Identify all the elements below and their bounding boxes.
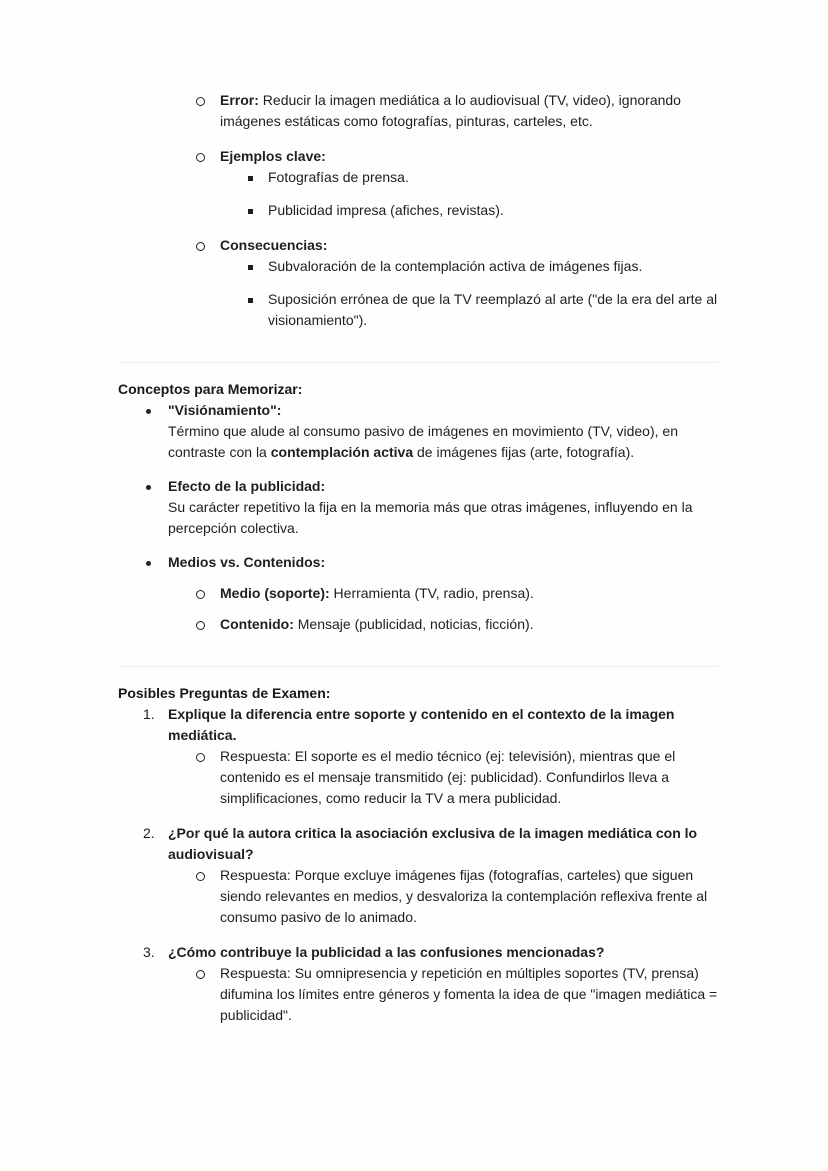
circle-bullet-icon [196, 146, 218, 168]
question-text: ¿Por qué la autora critica la asociación exclusiva de la imagen mediática con lo audiovisual? [168, 825, 698, 862]
list-item-lead: Contenido: [220, 616, 294, 632]
circle-bullet-icon [196, 865, 218, 887]
list-item-text: Suposición errónea de que la TV reemplazó al arte ("de la era del arte al visionamiento"). [268, 291, 718, 328]
list-item [118, 704, 718, 809]
list-item-lead: Ejemplos clave: [220, 148, 326, 164]
list-item-text: Publicidad impresa (afiches, revistas). [268, 202, 504, 218]
list-item [118, 167, 718, 188]
media-content-sublist [118, 583, 718, 635]
list-item-body [220, 146, 718, 167]
answer-sublist [118, 963, 718, 1026]
list-item [118, 90, 718, 132]
list-item [118, 552, 718, 635]
square-bullet-icon [248, 200, 270, 221]
list-item-body [168, 476, 718, 539]
list-item-lead: "Visiónamiento": [168, 402, 282, 418]
list-item [118, 400, 718, 463]
list-item [118, 942, 718, 1026]
list-item [118, 256, 718, 277]
list-item [118, 865, 718, 928]
list-item-text: Herramienta (TV, radio, prensa). [329, 585, 534, 601]
list-number: 2. [143, 825, 155, 841]
list-item-text-post: de imágenes fijas (arte, fotografía). [413, 444, 635, 460]
list-item [118, 476, 718, 539]
list-item [118, 583, 718, 604]
square-bullet-icon [248, 256, 270, 277]
list-item-lead: Medio (soporte): [220, 585, 330, 601]
questions-list [118, 704, 718, 1026]
dot-bullet-icon [146, 552, 168, 573]
circle-bullet-icon [196, 963, 218, 985]
list-item-body [220, 235, 718, 256]
document-content [118, 90, 718, 1026]
answer-text: Respuesta: El soporte es el medio técnico (ej: televisión), mientras que el contenido es el mensaje transmitido (ej: publicidad). Confundirlos lleva a simplificaciones, como reducir la TV a mera publicidad. [220, 748, 676, 806]
list-item-text: Subvaloración de la contemplación activa de imágenes fijas. [268, 258, 643, 274]
list-item-text: Reducir la imagen mediática a lo audiovisual (TV, video), ignorando imágenes estáticas como fotografías, pinturas, carteles, etc. [220, 92, 681, 129]
list-item [118, 746, 718, 809]
circle-bullet-icon [196, 746, 218, 768]
list-item-text-emphasis: contemplación activa [270, 444, 414, 460]
list-item [118, 823, 718, 928]
list-item-text: Mensaje (publicidad, noticias, ficción). [293, 616, 534, 632]
list-item [118, 289, 718, 331]
circle-bullet-icon [196, 614, 218, 636]
page-title-conceptos: Conceptos para Memorizar: [118, 381, 303, 397]
section-divider [118, 666, 718, 667]
square-bullet-icon [248, 289, 270, 310]
circle-bullet-icon [196, 90, 218, 112]
list-item-body [220, 583, 718, 604]
list-item-lead: Efecto de la publicidad: [168, 478, 326, 494]
list-number: 3. [143, 944, 155, 960]
section-divider [118, 362, 718, 363]
answer-sublist [118, 746, 718, 809]
list-item-body [168, 400, 718, 463]
dot-bullet-icon [146, 476, 168, 497]
answer-text: Respuesta: Porque excluye imágenes fijas (fotografías, carteles) que siguen siendo relevantes en medios, y desvaloriza la contemplación reflexiva frente al consumo pasivo de lo animado. [220, 867, 708, 925]
list-item-body [220, 614, 718, 635]
page-title-preguntas: Posibles Preguntas de Examen: [118, 685, 331, 701]
list-number: 1. [143, 706, 155, 722]
list-item-lead: Consecuencias: [220, 237, 328, 253]
list-item-lead: Error: [220, 92, 259, 108]
question-text: ¿Cómo contribuye la publicidad a las confusiones mencionadas? [168, 944, 605, 960]
list-item-body [220, 90, 718, 132]
list-item [118, 235, 718, 331]
square-bullet-icon [248, 167, 270, 188]
list-item [118, 200, 718, 221]
list-item-text-pre: Su carácter repetitivo la fija en la memoria más que otras imágenes, influyendo en la percepción colectiva. [168, 499, 693, 536]
answer-text: Respuesta: Su omnipresencia y repetición en múltiples soportes (TV, prensa) difumina los límites entre géneros y fomenta la idea de que "imagen mediática = publicidad". [220, 965, 718, 1023]
list-item-lead: Medios vs. Contenidos: [168, 554, 326, 570]
list-item-body [168, 552, 718, 573]
circle-bullet-icon [196, 235, 218, 257]
consequences-sublist [118, 256, 718, 331]
dot-bullet-icon [146, 400, 168, 421]
list-item [118, 146, 718, 221]
concepts-list [118, 400, 718, 635]
examples-sublist [118, 167, 718, 221]
list-item-text: Fotografías de prensa. [268, 169, 409, 185]
list-item [118, 963, 718, 1026]
list-item [118, 614, 718, 635]
answer-sublist [118, 865, 718, 928]
question-text: Explique la diferencia entre soporte y contenido en el contexto de la imagen mediática. [168, 706, 675, 743]
circle-bullet-icon [196, 583, 218, 605]
list-item-text-pre: Término que alude al consumo pasivo de imágenes en movimiento (TV, video), en contraste con la [168, 423, 678, 460]
errors-list [118, 90, 718, 331]
